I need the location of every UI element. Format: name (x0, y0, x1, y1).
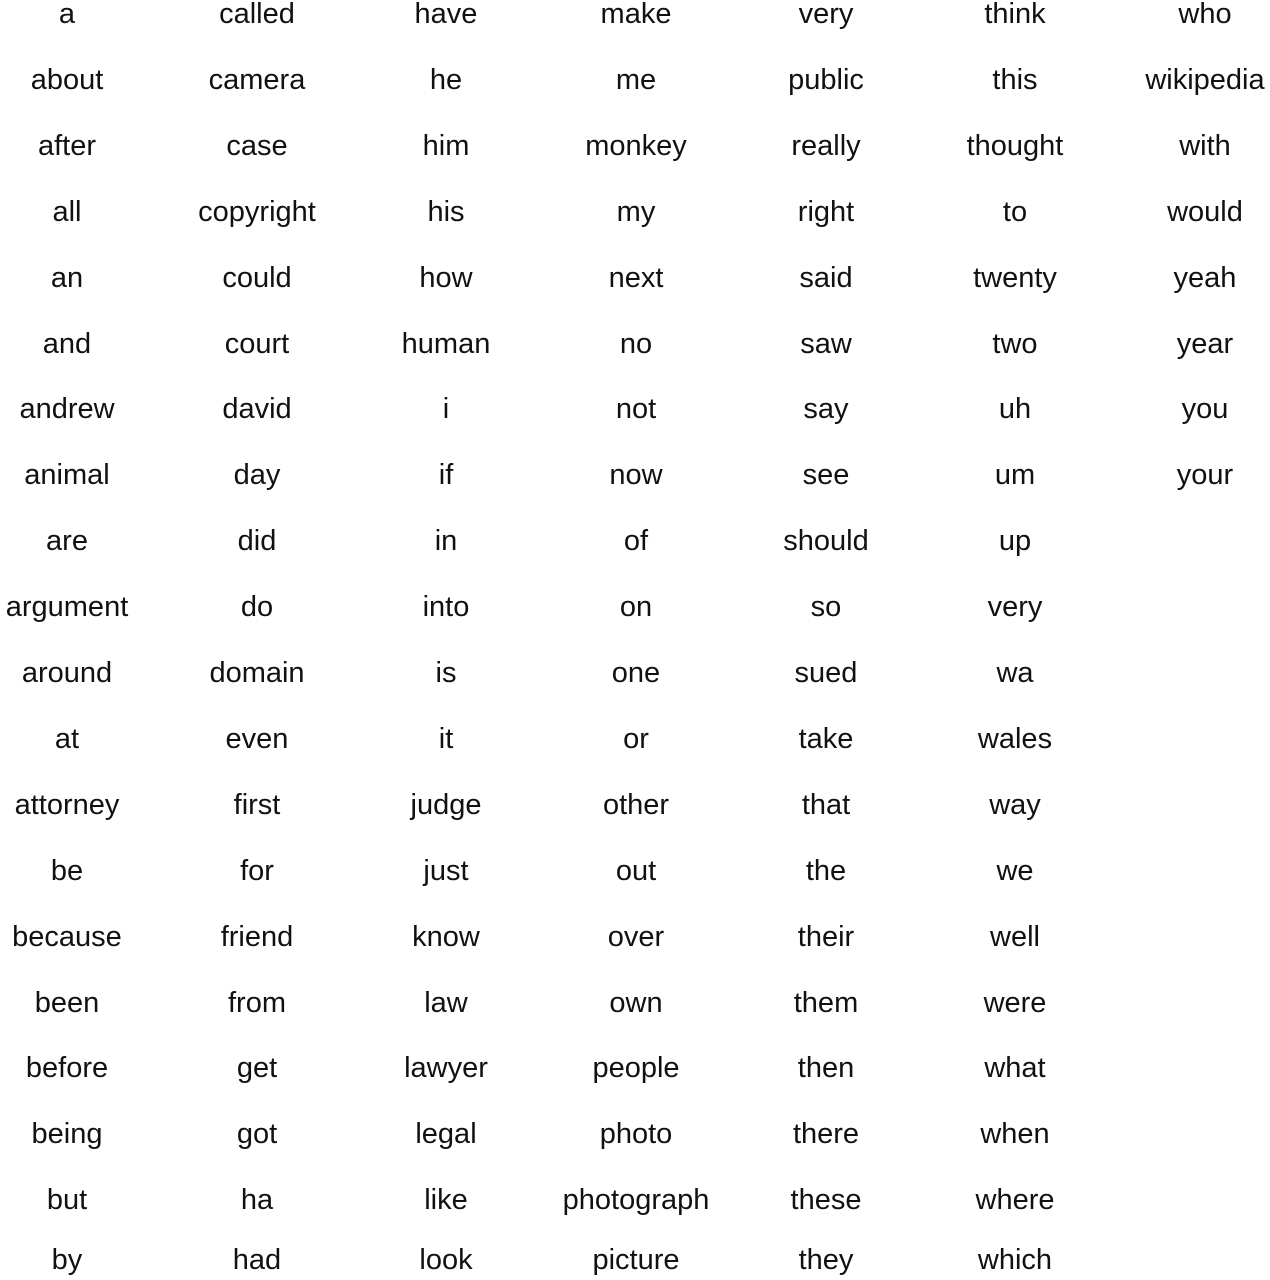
word-item: say (803, 393, 849, 426)
word-column (162, 0, 352, 1280)
word-item: me (615, 63, 657, 96)
word-item: make (600, 0, 672, 30)
word-item: first (233, 788, 281, 821)
word-item: so (810, 591, 842, 624)
word-item: in (434, 525, 458, 558)
word-item: picture (592, 1244, 680, 1276)
word-item: if (438, 459, 454, 492)
word-item: what (984, 1052, 1046, 1085)
word-item: do (240, 591, 274, 624)
word-item: be (50, 854, 84, 887)
word-item: out (615, 854, 657, 887)
word-item: now (609, 459, 663, 492)
word-item: it (438, 722, 454, 755)
word-item: monkey (585, 129, 687, 162)
word-item: like (424, 1184, 468, 1217)
word-item: and (42, 327, 92, 360)
word-item: who (1178, 0, 1232, 30)
word-item: had (232, 1244, 282, 1276)
word-item: right (797, 195, 855, 228)
word-item: saw (800, 327, 852, 360)
word-item: take (798, 722, 854, 755)
word-item: uh (998, 393, 1032, 426)
word-item: wales (977, 722, 1053, 755)
word-item: twenty (973, 261, 1057, 294)
word-item: i (442, 393, 450, 426)
word-item: yeah (1173, 261, 1237, 294)
word-item: legal (415, 1118, 477, 1151)
word-item: very (987, 591, 1043, 624)
word-item: sued (794, 657, 858, 689)
word-item: would (1167, 195, 1243, 228)
word-item: thought (966, 129, 1064, 162)
word-item: one (611, 657, 661, 689)
word-item: human (401, 327, 491, 360)
word-item: he (429, 63, 463, 96)
word-item: andrew (19, 393, 115, 426)
word-item: after (37, 129, 97, 162)
word-item: before (25, 1052, 109, 1085)
word-item: ha (240, 1184, 274, 1217)
word-item: into (422, 591, 470, 624)
word-item: been (34, 986, 100, 1019)
word-item: people (592, 1052, 680, 1085)
word-item: said (799, 261, 853, 294)
word-item: is (435, 657, 457, 689)
word-item: camera (208, 63, 306, 96)
word-column (920, 0, 1110, 1280)
word-item: over (607, 920, 665, 953)
word-item: no (619, 327, 653, 360)
word-item: this (992, 63, 1038, 96)
word-item: to (1002, 195, 1028, 228)
word-item: look (419, 1244, 473, 1276)
word-item: case (226, 129, 288, 162)
word-item: wa (996, 657, 1034, 689)
word-item: know (412, 920, 480, 953)
word-item: law (424, 986, 468, 1019)
word-item: for (240, 854, 274, 887)
word-item: even (225, 722, 289, 755)
word-item: you (1181, 393, 1229, 426)
word-item: that (801, 788, 851, 821)
word-item: his (427, 195, 465, 228)
word-item: being (31, 1118, 103, 1151)
word-item: um (994, 459, 1036, 492)
word-item: at (54, 722, 80, 755)
word-item: their (797, 920, 855, 953)
word-column (351, 0, 541, 1280)
word-item: domain (209, 657, 305, 689)
word-item: of (623, 525, 649, 558)
word-item: all (52, 195, 82, 228)
word-item: when (980, 1118, 1050, 1151)
word-item: next (608, 261, 664, 294)
word-item: own (609, 986, 663, 1019)
word-item: think (984, 0, 1046, 30)
word-item: by (51, 1244, 83, 1276)
word-item: which (977, 1244, 1053, 1276)
word-item: animal (24, 459, 110, 492)
word-item: photo (599, 1118, 673, 1151)
word-item: they (798, 1244, 854, 1276)
word-item: argument (5, 591, 129, 624)
word-item: public (788, 63, 864, 96)
word-item: are (46, 525, 88, 558)
word-item: year (1176, 327, 1234, 360)
word-item: other (602, 788, 670, 821)
word-item: then (797, 1052, 855, 1085)
word-item: very (798, 0, 854, 30)
word-item: up (998, 525, 1032, 558)
word-item: attorney (14, 788, 120, 821)
word-item: the (805, 854, 847, 887)
word-item: about (30, 63, 104, 96)
word-item: we (996, 854, 1034, 887)
word-column (0, 0, 162, 1280)
word-item: not (615, 393, 657, 426)
word-item: with (1179, 129, 1231, 162)
word-item: these (790, 1184, 862, 1217)
word-item: or (623, 722, 649, 755)
word-item: really (791, 129, 861, 162)
word-item: my (616, 195, 656, 228)
word-item: friend (220, 920, 294, 953)
word-item: see (802, 459, 850, 492)
word-item: should (783, 525, 869, 558)
word-item: just (423, 854, 469, 887)
word-item: copyright (198, 195, 316, 228)
word-item: court (224, 327, 290, 360)
word-column (541, 0, 731, 1280)
word-item: him (422, 129, 470, 162)
word-item: called (219, 0, 295, 30)
word-item: how (419, 261, 473, 294)
word-item: did (237, 525, 277, 558)
word-item: on (619, 591, 653, 624)
word-item: but (46, 1184, 88, 1217)
word-item: well (990, 920, 1040, 953)
word-item: an (50, 261, 84, 294)
word-item: way (989, 788, 1041, 821)
word-item: lawyer (404, 1052, 488, 1085)
word-item: were (983, 986, 1047, 1019)
word-item: judge (410, 788, 482, 821)
word-item: could (222, 261, 292, 294)
word-item: your (1176, 459, 1234, 492)
word-item: photograph (562, 1184, 710, 1217)
word-item: wikipedia (1145, 63, 1265, 96)
word-item: a (58, 0, 76, 30)
word-column (1110, 0, 1270, 1280)
word-column (731, 0, 921, 1280)
word-item: day (233, 459, 281, 492)
word-item: where (975, 1184, 1055, 1217)
word-item: from (228, 986, 286, 1019)
word-item: them (793, 986, 859, 1019)
word-item: two (992, 327, 1038, 360)
word-item: got (236, 1118, 278, 1151)
word-item: there (792, 1118, 860, 1151)
word-item: because (12, 920, 122, 953)
word-item: get (236, 1052, 278, 1085)
word-item: around (21, 657, 113, 689)
word-item: have (414, 0, 478, 30)
word-item: david (222, 393, 292, 426)
